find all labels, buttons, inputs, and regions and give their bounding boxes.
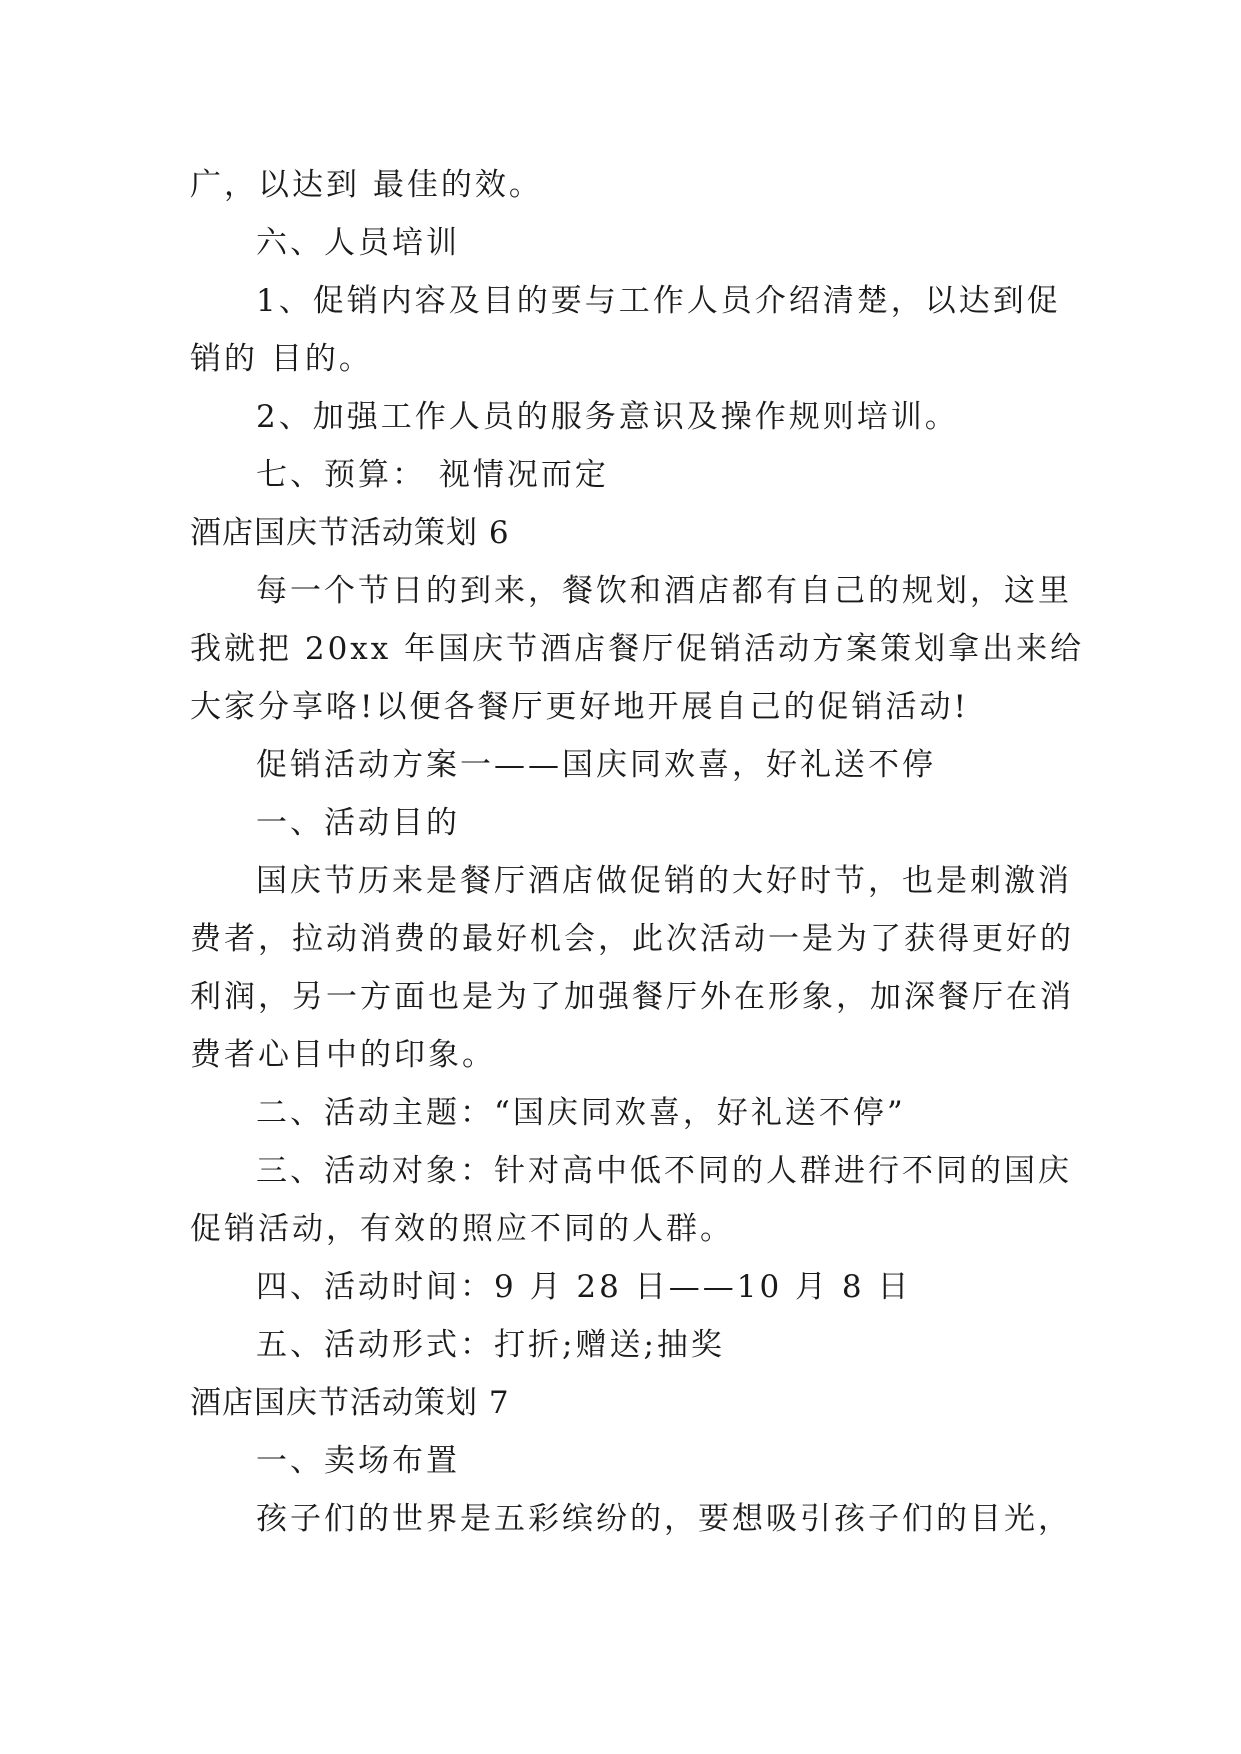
body-text-line: 销的 目的。: [190, 341, 373, 377]
body-text-line: 促销活动，有效的照应不同的人群。: [190, 1211, 734, 1247]
body-text-line: 费者心目中的印象。: [190, 1037, 496, 1073]
body-text-line: 2、加强工作人员的服务意识及操作规则培训。: [256, 399, 959, 435]
section-heading: 三、活动对象：针对高中低不同的人群进行不同的国庆: [256, 1153, 1072, 1189]
body-text-line: 国庆节历来是餐厅酒店做促销的大好时节，也是刺激消: [256, 863, 1072, 899]
section-heading: 五、活动形式：打折;赠送;抽奖: [256, 1327, 725, 1363]
document-title: 酒店国庆节活动策划 6: [190, 515, 510, 551]
section-heading: 二、活动主题：“国庆同欢喜，好礼送不停”: [256, 1095, 906, 1131]
body-text-line: 利润，另一方面也是为了加强餐厅外在形象，加深餐厅在消: [190, 979, 1074, 1015]
section-heading: 七、预算： 视情况而定: [256, 457, 609, 493]
body-text-line: 费者，拉动消费的最好机会，此次活动一是为了获得更好的: [190, 921, 1074, 957]
section-heading: 一、卖场布置: [256, 1443, 460, 1479]
body-text-line: 大家分享咯!以便各餐厅更好地开展自己的促销活动!: [190, 689, 969, 725]
body-text-line: 我就把 20xx 年国庆节酒店餐厅促销活动方案策划拿出来给: [190, 631, 1085, 667]
section-heading: 一、活动目的: [256, 805, 460, 841]
section-heading: 四、活动时间：9 月 28 日——10 月 8 日: [256, 1269, 912, 1305]
section-heading: 促销活动方案一——国庆同欢喜，好礼送不停: [256, 747, 936, 783]
document-title: 酒店国庆节活动策划 7: [190, 1385, 510, 1421]
body-text-line: 每一个节日的到来，餐饮和酒店都有自己的规划，这里: [256, 573, 1072, 609]
body-text-line: 孩子们的世界是五彩缤纷的，要想吸引孩子们的目光，: [256, 1501, 1072, 1537]
section-heading: 六、人员培训: [256, 225, 460, 261]
body-text-line: 1、促销内容及目的要与工作人员介绍清楚，以达到促: [256, 283, 1061, 319]
body-text-line: 广，以达到 最佳的效。: [190, 167, 543, 203]
